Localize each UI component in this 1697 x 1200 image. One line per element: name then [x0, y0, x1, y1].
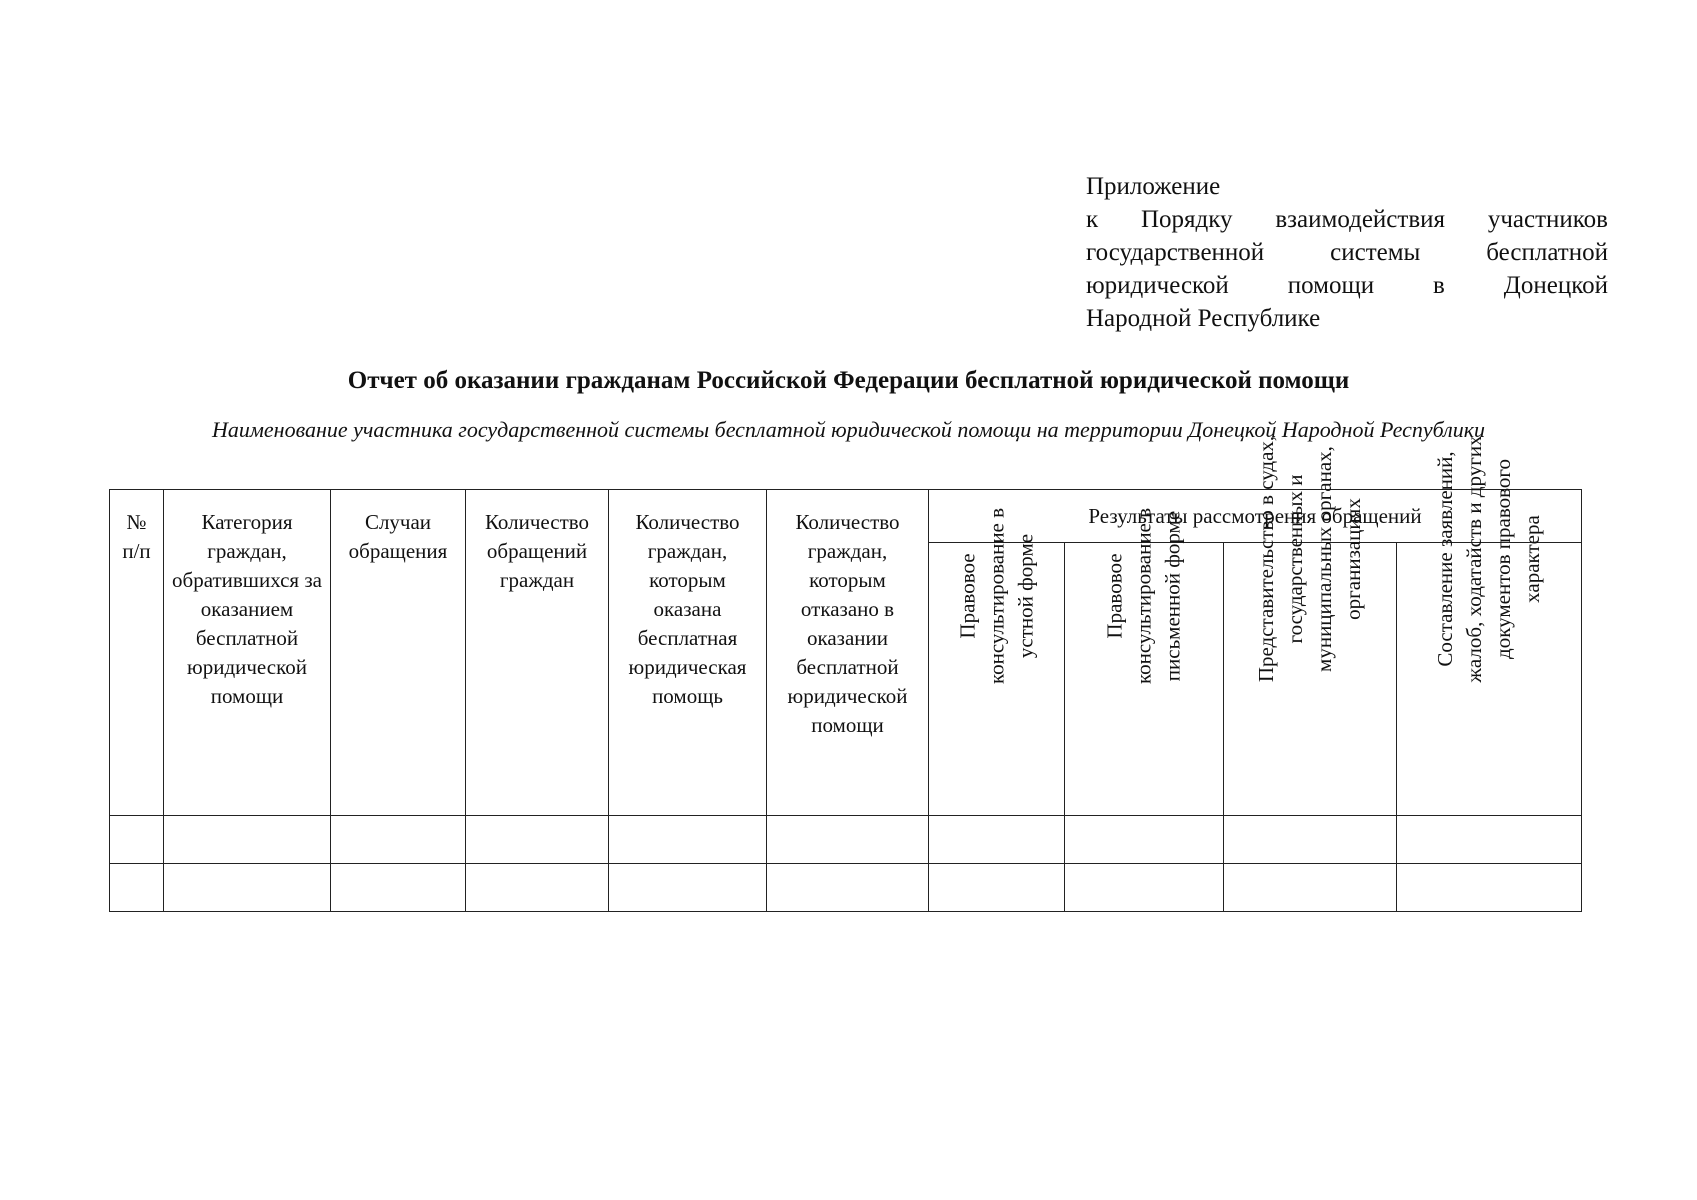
table-cell [929, 864, 1065, 912]
table-cell [1397, 816, 1582, 864]
table-row [110, 864, 1582, 912]
appendix-heading: Приложение [1086, 173, 1221, 200]
header-category: Категория граждан, обратившихся за оказанием бесплатной юридической помощи [164, 490, 331, 816]
table-cell [767, 864, 929, 912]
header-documents: Составление заявлений, жалоб, ходатайств и других документов правового характера [1397, 543, 1582, 816]
table-cell [110, 816, 164, 864]
table-cell [1065, 864, 1224, 912]
table-cell [1224, 816, 1397, 864]
table-cell [609, 816, 767, 864]
document-title: Отчет об оказании гражданам Российской Федерации бесплатной юридической помощи [347, 367, 1350, 394]
table-cell [767, 816, 929, 864]
report-table [109, 435, 1582, 912]
appendix-line-2: к Порядку взаимодействия участников [1086, 206, 1608, 233]
table-cell [466, 816, 609, 864]
header-provided: Количество граждан, которым оказана бесплатная юридическая помощь [609, 490, 767, 816]
header-representation: Представительство в судах, государственных и муниципальных органах, организациях [1224, 543, 1397, 816]
appendix-line-4: юридической помощи в Донецкой [1086, 272, 1608, 299]
header-number: № п/п [110, 490, 164, 816]
table-row [110, 816, 1582, 864]
table-cell [929, 816, 1065, 864]
table-cell [1397, 864, 1582, 912]
document-subtitle: Наименование участника государственной системы бесплатной юридической помощи на территории Донецкой Народной Республики [211, 417, 1486, 442]
table-cell [609, 864, 767, 912]
header-written-consultation: Правовое консультирование в письменной форме [1065, 543, 1224, 816]
appendix-line-5: Народной Республике [1086, 305, 1321, 332]
table-cell [1224, 864, 1397, 912]
table-cell [466, 864, 609, 912]
appendix-block [1086, 170, 1608, 335]
table-cell [331, 816, 466, 864]
header-results-group: Результаты рассмотрения обращений [929, 490, 1582, 543]
table-cell [164, 864, 331, 912]
appendix-line-3: государственной системы бесплатной [1086, 239, 1608, 266]
table-cell [110, 864, 164, 912]
table-cell [1065, 816, 1224, 864]
header-cases: Случаи обращения [331, 490, 466, 816]
header-oral-consultation: Правовое консультирование в устной форме [929, 543, 1065, 816]
table-cell [164, 816, 331, 864]
header-requests: Количество обращений граждан [466, 490, 609, 816]
header-refused: Количество граждан, которым отказано в оказании бесплатной юридической помощи [767, 490, 929, 816]
table-cell [331, 864, 466, 912]
